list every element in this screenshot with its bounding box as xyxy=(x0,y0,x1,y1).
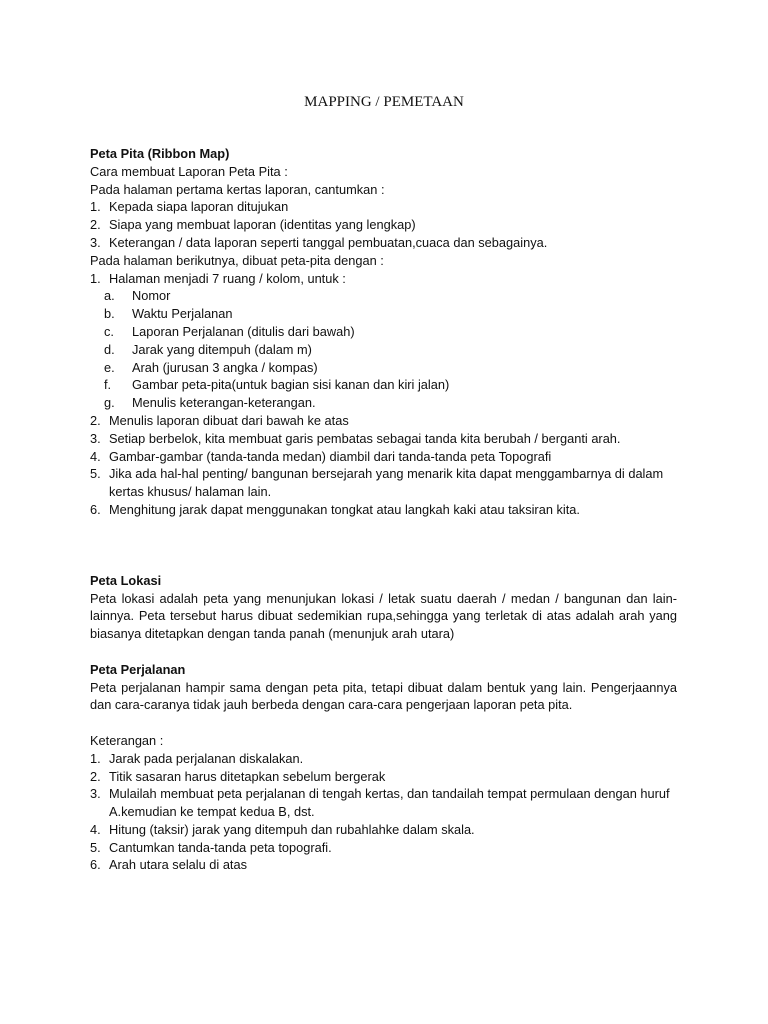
page-title: MAPPING / PEMETAAN xyxy=(304,94,464,110)
heading-peta-perjalanan: Peta Perjalanan xyxy=(90,661,186,677)
list-item: 6. Arah utara selalu di atas xyxy=(90,857,248,873)
column-sublist xyxy=(90,287,677,412)
document-body xyxy=(90,145,677,874)
sublist-item: d. Jarak yang ditempuh (dalam m) xyxy=(104,341,312,357)
list-item: 2. Titik sasaran harus ditetapkan sebelum bergerak xyxy=(90,768,386,784)
first-page-list xyxy=(90,198,677,251)
list-item: 6. Menghitung jarak dapat menggunakan tongkat atau langkah kaki atau taksiran kita. xyxy=(90,501,580,517)
sublist-item: b. Waktu Perjalanan xyxy=(104,306,233,322)
paragraph-peta-lokasi: Peta lokasi adalah peta yang menunjukan lokasi / letak suatu daerah / medan / bangunan dan lain-lainnya. Peta tersebut harus dibuat sedemikian rupa,sehingga yang terletak di atas adalah arah yang biasanya ditetapkan dengan tanda panah (menunjuk arah utara) xyxy=(90,590,677,642)
list-item: 2. Menulis laporan dibuat dari bawah ke atas xyxy=(90,412,349,428)
keterangan-label: Keterangan : xyxy=(90,732,164,748)
list-item: 1. Jarak pada perjalanan diskalakan. xyxy=(90,750,304,766)
sublist-item: a. Nomor xyxy=(104,288,171,304)
intro-line: Pada halaman berikutnya, dibuat peta-pita dengan : xyxy=(90,252,384,268)
list-item: 1. Kepada siapa laporan ditujukan xyxy=(90,199,289,215)
heading-peta-pita: Peta Pita (Ribbon Map) xyxy=(90,146,230,161)
sublist-item: f. Gambar peta-pita(untuk bagian sisi kanan dan kiri jalan) xyxy=(104,377,450,393)
next-page-list xyxy=(90,270,677,519)
list-item: 4. Gambar-gambar (tanda-tanda medan) diambil dari tanda-tanda peta Topografi xyxy=(90,448,552,464)
intro-line: Cara membuat Laporan Peta Pita : xyxy=(90,163,288,179)
paragraph-peta-perjalanan: Peta perjalanan hampir sama dengan peta pita, tetapi dibuat dalam bentuk yang lain. Pengerjaannya dan cara-caranya tidak jauh berbeda dengan cara-cara pengerjaan laporan peta pita. xyxy=(90,679,677,713)
list-item: 3. Setiap berbelok, kita membuat garis pembatas sebagai tanda kita berubah / berganti arah. xyxy=(90,430,621,446)
sublist-item: e. Arah (jurusan 3 angka / kompas) xyxy=(104,359,318,375)
keterangan-list xyxy=(90,750,677,875)
list-item: 1. Halaman menjadi 7 ruang / kolom, untuk : xyxy=(90,270,346,286)
heading-peta-lokasi: Peta Lokasi xyxy=(90,572,162,588)
list-item: 3. Mulailah membuat peta perjalanan di tengah kertas, dan tandailah tempat permulaan dengan huruf xyxy=(90,786,670,802)
section-spacer xyxy=(90,643,677,661)
list-item: 2. Siapa yang membuat laporan (identitas yang lengkap) xyxy=(90,217,416,233)
list-item: 5. Jika ada hal-hal penting/ bangunan bersejarah yang menarik kita dapat menggambarnya di dalam xyxy=(90,466,664,482)
sublist-item: c. Laporan Perjalanan (ditulis dari bawah) xyxy=(104,323,355,339)
list-item: 3. Keterangan / data laporan seperti tanggal pembuatan,cuaca dan sebagainya. xyxy=(90,234,548,250)
list-item-continuation: kertas khusus/ halaman lain. xyxy=(109,484,272,500)
section-spacer xyxy=(90,714,677,732)
list-item: 4. Hitung (taksir) jarak yang ditempuh dan rubahlahke dalam skala. xyxy=(90,821,475,837)
intro-line: Pada halaman pertama kertas laporan, cantumkan : xyxy=(90,181,385,197)
section-spacer xyxy=(90,519,677,572)
sublist-item: g. Menulis keterangan-keterangan. xyxy=(104,395,316,411)
list-item: 5. Cantumkan tanda-tanda peta topografi. xyxy=(90,839,332,855)
list-item-continuation: A.kemudian ke tempat kedua B, dst. xyxy=(109,804,315,820)
